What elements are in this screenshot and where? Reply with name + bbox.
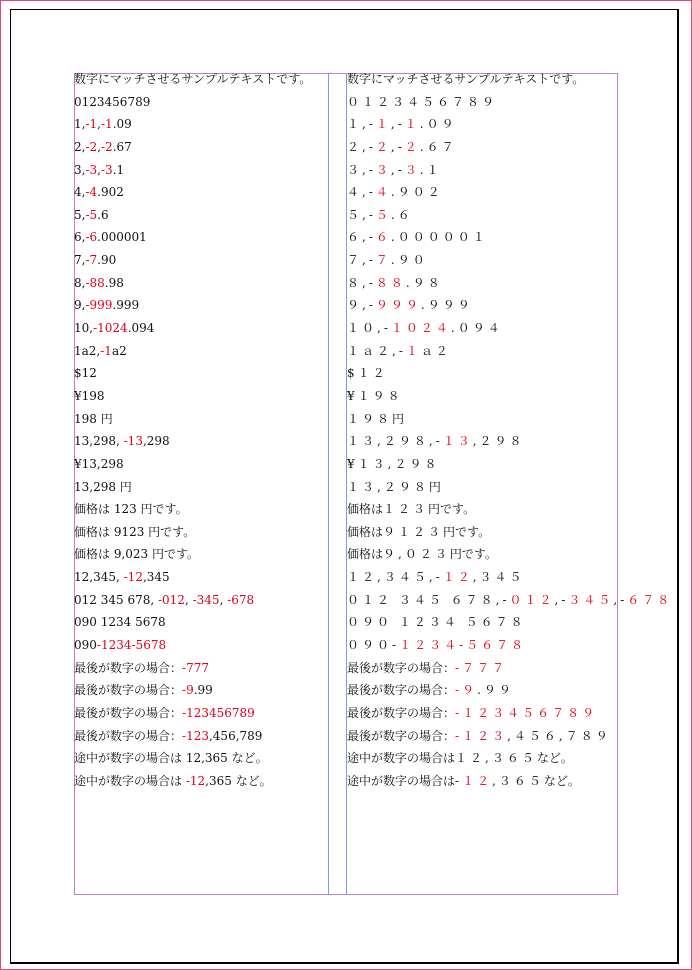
text-segment: ,- xyxy=(554,592,569,607)
text-segment: 090 xyxy=(74,638,97,653)
text-line xyxy=(74,254,328,277)
text-segment: .6 xyxy=(97,207,109,222)
text-line xyxy=(347,73,617,96)
text-segment: 最後が数字の場合： xyxy=(347,660,456,675)
highlighted-match: １ xyxy=(375,117,391,132)
highlighted-match: -1 xyxy=(100,343,112,358)
text-segment: ０９０ １２３４ ５６７８ xyxy=(347,615,526,630)
text-segment: .０９ xyxy=(419,117,457,132)
text-segment: 1, xyxy=(74,117,86,132)
text-segment: ,298 xyxy=(142,434,170,449)
text-line xyxy=(74,662,328,685)
text-segment: ６,- xyxy=(347,230,376,245)
text-line xyxy=(347,592,673,617)
text-segment: ３,- xyxy=(347,162,376,177)
highlighted-match: -3 xyxy=(85,162,98,177)
highlighted-match: -１２３ xyxy=(455,728,508,743)
text-segment: ,- xyxy=(613,592,628,607)
text-line xyxy=(74,730,328,753)
highlighted-match: １ xyxy=(405,343,421,358)
text-segment: 円です。 xyxy=(449,547,497,562)
text-segment: .000001 xyxy=(97,230,147,245)
text-line xyxy=(74,684,328,707)
highlighted-match: ３ xyxy=(404,162,420,177)
text-segment: ,- xyxy=(390,162,405,177)
text-segment: , xyxy=(184,592,193,607)
text-line xyxy=(347,707,617,730)
highlighted-match: -5 xyxy=(85,207,98,222)
text-line xyxy=(347,481,617,504)
highlighted-match: １ xyxy=(404,117,420,132)
highlighted-match: -１２３４５６７８９ xyxy=(455,705,598,720)
highlighted-match: -2 xyxy=(100,139,113,154)
text-segment: 途中が数字の場合は xyxy=(74,773,186,788)
text-line xyxy=(74,481,328,504)
text-segment: など。 xyxy=(536,751,573,766)
text-line xyxy=(347,548,617,571)
highlighted-match: -9 xyxy=(182,683,194,698)
text-segment: ¥13,298 xyxy=(74,456,124,471)
column-guide-left xyxy=(328,73,329,895)
text-segment: など。 xyxy=(543,773,580,788)
text-line xyxy=(347,730,617,753)
text-segment: ,456,789 xyxy=(208,728,263,743)
highlighted-match: -123456789 xyxy=(182,705,255,720)
text-line xyxy=(74,594,328,617)
text-line xyxy=(347,503,617,526)
text-segment: 途中が数字の場合は xyxy=(347,751,456,766)
highlighted-match: -12 xyxy=(185,773,206,788)
text-line xyxy=(74,345,328,368)
text-segment: 最後が数字の場合： xyxy=(74,728,183,743)
text-line xyxy=(74,752,328,775)
highlighted-match: -2 xyxy=(85,139,98,154)
text-segment: .０９４ xyxy=(450,321,503,336)
text-line xyxy=(74,435,328,458)
text-segment: .９８ xyxy=(405,275,443,290)
text-segment: １２３ xyxy=(383,502,429,517)
text-segment: .９０２ xyxy=(390,185,443,200)
text-line xyxy=(74,503,328,526)
text-segment: 数字にマッチさせるサンプルテキストです。 xyxy=(74,72,312,86)
text-segment: ９,０２３ xyxy=(383,547,450,562)
text-line xyxy=(347,96,617,119)
highlighted-match: -7 xyxy=(85,253,98,268)
text-segment: ａ２ xyxy=(420,343,451,358)
text-segment: 0123456789 xyxy=(74,94,151,109)
text-segment: .１ xyxy=(419,162,442,177)
text-line xyxy=(347,345,617,368)
text-segment: $１２ xyxy=(347,366,388,381)
text-segment: ８,- xyxy=(347,275,376,290)
text-segment: 価格は 123 円です。 xyxy=(74,502,188,517)
text-segment: .９９９ xyxy=(420,298,473,313)
highlighted-match: -12 xyxy=(123,570,143,585)
text-line xyxy=(347,752,617,775)
text-line xyxy=(347,775,617,798)
text-line xyxy=(74,299,328,322)
text-segment: 012 345 678, xyxy=(74,592,158,607)
text-line xyxy=(74,73,328,96)
text-segment: ,３４５ xyxy=(472,570,525,585)
text-segment: .９０ xyxy=(390,253,428,268)
text-segment: ０１２３４５６７８９ xyxy=(347,94,498,109)
text-line xyxy=(74,209,328,232)
text-segment: 円 xyxy=(392,411,405,426)
text-line xyxy=(347,277,617,300)
text-line xyxy=(74,96,328,119)
highlighted-match: １３ xyxy=(442,434,473,449)
text-segment: .６ xyxy=(390,207,413,222)
text-line xyxy=(347,118,617,141)
highlighted-match: ８８ xyxy=(375,275,406,290)
text-segment: 円 xyxy=(428,479,441,494)
text-line xyxy=(74,616,328,639)
text-segment: 13,298 円 xyxy=(74,479,132,494)
text-segment: , xyxy=(97,139,101,154)
text-line xyxy=(347,367,617,390)
text-segment: .６７ xyxy=(419,139,457,154)
text-segment: ¥１３,２９８ xyxy=(347,456,440,471)
text-line xyxy=(74,458,328,481)
text-segment: .67 xyxy=(112,139,132,154)
text-segment: 3, xyxy=(74,162,86,177)
text-line xyxy=(347,413,617,436)
highlighted-match: ３４５ xyxy=(568,592,614,607)
highlighted-match: -1 xyxy=(85,117,98,132)
text-segment: ７,- xyxy=(347,253,376,268)
text-segment: .９９ xyxy=(477,683,514,698)
highlighted-match: ０１２ xyxy=(509,592,555,607)
highlighted-match: ９９９ xyxy=(375,298,421,313)
highlighted-match: ３ xyxy=(375,162,391,177)
text-line xyxy=(74,118,328,141)
text-segment: 価格は 9123 円です。 xyxy=(74,524,196,539)
text-line xyxy=(347,186,617,209)
text-line xyxy=(74,164,328,187)
text-segment: ９１２３ xyxy=(383,524,444,539)
highlighted-match: -88 xyxy=(85,275,105,290)
text-segment: 2, xyxy=(74,139,86,154)
text-line xyxy=(74,413,328,436)
text-segment: a2 xyxy=(111,343,127,358)
text-segment: 円です。 xyxy=(443,524,491,539)
text-line xyxy=(347,254,617,277)
highlighted-match: ６７８ xyxy=(627,592,673,607)
highlighted-match: １２３４-５６７８ xyxy=(399,638,527,653)
highlighted-match: -1024 xyxy=(93,321,128,336)
text-segment: １ａ２,- xyxy=(347,343,406,358)
highlighted-match: ５ xyxy=(375,207,391,222)
text-segment: 7, xyxy=(74,253,86,268)
text-line xyxy=(74,367,328,390)
text-segment: 最後が数字の場合： xyxy=(347,728,456,743)
text-line xyxy=(74,571,328,594)
text-segment: ,２９８ xyxy=(472,434,525,449)
text-line xyxy=(74,277,328,300)
text-segment: 13,298, xyxy=(74,434,124,449)
text-line xyxy=(74,231,328,254)
text-segment: １３,２９８ xyxy=(347,479,429,494)
text-segment: - xyxy=(455,773,463,788)
highlighted-match: -９ xyxy=(455,683,478,698)
text-segment: 途中が数字の場合は xyxy=(347,773,456,788)
text-column-right xyxy=(347,72,673,798)
text-segment: ,365 など。 xyxy=(205,773,272,788)
text-segment: １９８ xyxy=(347,411,393,426)
text-line xyxy=(347,164,617,187)
text-segment: ９,- xyxy=(347,298,376,313)
text-segment: ¥１９８ xyxy=(347,388,403,403)
text-segment: 12,345, xyxy=(74,570,124,585)
text-segment: 数字にマッチさせるサンプルテキストです。 xyxy=(347,72,585,86)
highlighted-match: -777 xyxy=(182,660,209,675)
text-segment: 価格は xyxy=(347,524,384,539)
text-segment: .999 xyxy=(112,298,140,313)
highlighted-match: -345 xyxy=(192,592,220,607)
text-segment: 8, xyxy=(74,275,86,290)
text-segment: 090 1234 5678 xyxy=(74,615,166,630)
highlighted-match: １２ xyxy=(462,773,493,788)
text-line xyxy=(74,526,328,549)
text-segment: .094 xyxy=(127,321,155,336)
text-line xyxy=(347,299,617,322)
text-line xyxy=(347,684,617,707)
text-segment: ２,- xyxy=(347,139,376,154)
text-column-left xyxy=(74,73,328,798)
text-segment: 4, xyxy=(74,185,86,200)
highlighted-match: -1234-5678 xyxy=(96,638,167,653)
text-segment: ¥198 xyxy=(74,388,105,403)
text-line xyxy=(74,639,328,662)
text-segment: １,- xyxy=(347,117,376,132)
highlighted-match: -4 xyxy=(85,185,98,200)
text-segment: ,４５６,７８９ xyxy=(507,728,611,743)
highlighted-match: -678 xyxy=(227,592,255,607)
text-segment: １２,３６５ xyxy=(455,751,537,766)
text-segment: 9, xyxy=(74,298,86,313)
text-line xyxy=(347,141,617,164)
highlighted-match: ２ xyxy=(404,139,420,154)
text-segment: 最後が数字の場合： xyxy=(74,705,183,720)
text-segment: .98 xyxy=(104,275,124,290)
text-segment: ,- xyxy=(390,139,405,154)
text-segment: 最後が数字の場合： xyxy=(347,705,456,720)
highlighted-match: ４ xyxy=(375,185,391,200)
text-segment: , xyxy=(97,162,101,177)
highlighted-match: １２ xyxy=(442,570,473,585)
text-segment: , xyxy=(97,117,101,132)
text-line xyxy=(347,209,617,232)
highlighted-match: -13 xyxy=(123,434,143,449)
text-segment: 最後が数字の場合： xyxy=(74,660,183,675)
text-segment: １３,２９８,- xyxy=(347,434,443,449)
text-line xyxy=(347,435,617,458)
text-line xyxy=(347,662,617,685)
text-line xyxy=(74,322,328,345)
text-segment: 価格は xyxy=(347,547,384,562)
text-segment: $12 xyxy=(74,366,97,381)
text-segment: ,345 xyxy=(142,570,170,585)
highlighted-match: ２ xyxy=(375,139,391,154)
text-segment: , xyxy=(219,592,228,607)
text-line xyxy=(347,639,617,662)
text-line xyxy=(347,458,617,481)
text-line xyxy=(74,186,328,209)
highlighted-match: １０２４ xyxy=(390,321,451,336)
text-segment: 最後が数字の場合： xyxy=(74,683,183,698)
text-segment: 5, xyxy=(74,207,86,222)
text-line xyxy=(347,526,617,549)
text-segment: 円です。 xyxy=(428,502,476,517)
text-segment: 6, xyxy=(74,230,86,245)
text-segment: .０００００１ xyxy=(390,230,488,245)
text-segment: 198 円 xyxy=(74,411,113,426)
highlighted-match: -123 xyxy=(182,728,209,743)
text-line xyxy=(347,231,617,254)
text-segment: 途中が数字の場合は 12,365 など。 xyxy=(74,751,268,766)
text-line xyxy=(347,322,617,345)
highlighted-match: ６ xyxy=(375,230,391,245)
text-segment: ,３６５ xyxy=(492,773,544,788)
highlighted-match: -6 xyxy=(85,230,98,245)
highlighted-match: ７ xyxy=(375,253,391,268)
text-segment: 1a2, xyxy=(74,343,101,358)
text-segment: 価格は 9,023 円です。 xyxy=(74,547,200,562)
text-line xyxy=(347,390,617,413)
text-segment: ０９０- xyxy=(347,638,400,653)
text-segment: .902 xyxy=(97,185,124,200)
text-segment: 最後が数字の場合： xyxy=(347,683,456,698)
text-segment: .99 xyxy=(193,683,213,698)
text-segment: １０,- xyxy=(347,321,391,336)
text-segment: １２,３４５,- xyxy=(347,570,443,585)
text-line xyxy=(74,390,328,413)
highlighted-match: -999 xyxy=(85,298,113,313)
text-segment: .1 xyxy=(112,162,125,177)
text-line xyxy=(74,775,328,798)
text-line xyxy=(74,548,328,571)
text-segment: ５,- xyxy=(347,207,376,222)
text-segment: ,- xyxy=(390,117,405,132)
text-segment: ４,- xyxy=(347,185,376,200)
highlighted-match: -1 xyxy=(100,117,113,132)
text-line xyxy=(347,616,617,639)
text-segment: .09 xyxy=(112,117,132,132)
text-segment: ０１２ ３４５ ６７８,- xyxy=(347,592,510,607)
text-segment: 価格は xyxy=(347,502,384,517)
highlighted-match: -７７７ xyxy=(455,660,508,675)
highlighted-match: -3 xyxy=(100,162,113,177)
text-segment: .90 xyxy=(97,253,117,268)
highlighted-match: -012 xyxy=(157,592,185,607)
text-line xyxy=(74,707,328,730)
text-segment: 10, xyxy=(74,321,94,336)
text-line xyxy=(74,141,328,164)
text-line xyxy=(347,571,617,594)
